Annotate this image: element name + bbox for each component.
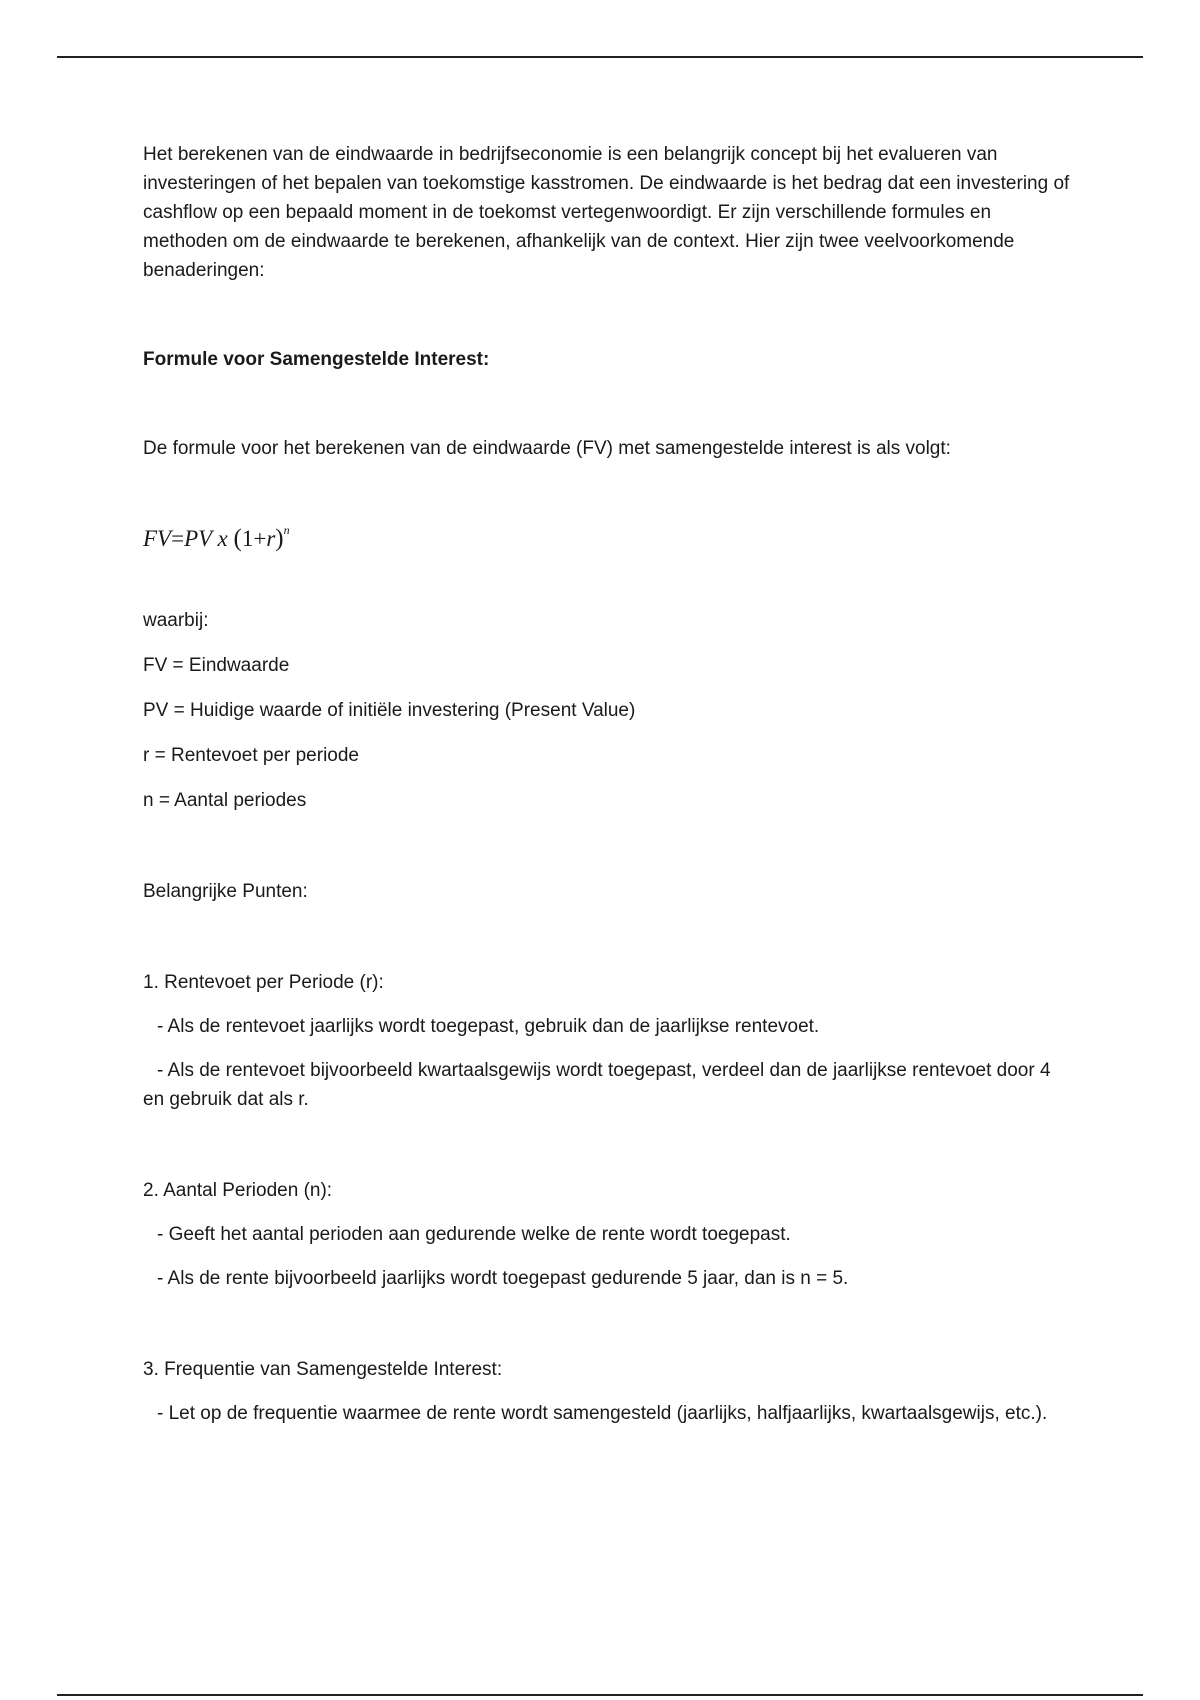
future-value-formula — [143, 515, 1073, 554]
section-3-title: 3. Frequentie van Samengestelde Interest: — [143, 1359, 503, 1380]
section-2-bullet-2 — [143, 1264, 1073, 1293]
formula-lead-text: De formule voor het berekenen van de eindwaarde (FV) met samengestelde interest is als volgt: — [143, 438, 951, 459]
document-body — [143, 140, 1073, 1428]
section-2-title: 2. Aantal Perioden (n): — [143, 1180, 333, 1201]
formula-r: r — [266, 526, 276, 551]
formula-fv: FV — [143, 526, 172, 551]
intro-paragraph: Het berekenen van de eindwaarde in bedrijfseconomie is een belangrijk concept bij het evalueren van investeringen of het bepalen van toekomstige kasstromen. De eindwaarde is het bedrag dat een investering of cashflow op een bepaald moment in de toekomst vertegenwoordigt. Er zijn verschillende formules en methoden om de eindwaarde te berekenen, afhankelijk van de context. Hier zijn twee veelvoorkomende benaderingen: — [143, 144, 1070, 281]
bullet-text: - Als de rentevoet bijvoorbeeld kwartaalsgewijs wordt toegepast, verdeel dan de jaarlijkse rentevoet door 4 en gebruik dat als r. — [143, 1060, 1051, 1110]
definition-r: r = Rentevoet per periode — [143, 745, 359, 766]
top-rule — [57, 56, 1143, 58]
key-points-title: Belangrijke Punten: — [143, 881, 308, 902]
section-1-bullet-2 — [143, 1056, 1073, 1114]
formula-close-paren: ) — [275, 525, 284, 552]
section-1-bullet-1 — [143, 1012, 1073, 1041]
section-1-title: 1. Rentevoet per Periode (r): — [143, 972, 384, 993]
where-label: waarbij: — [143, 610, 209, 631]
formula-one: 1 — [241, 526, 254, 551]
section-heading: Formule voor Samengestelde Interest: — [143, 349, 490, 370]
definition-n: n = Aantal periodes — [143, 790, 307, 811]
bullet-text: - Als de rente bijvoorbeeld jaarlijks wordt toegepast gedurende 5 jaar, dan is n = 5. — [157, 1268, 849, 1289]
section-3-bullet-1 — [143, 1399, 1073, 1428]
bullet-text: - Als de rentevoet jaarlijks wordt toegepast, gebruik dan de jaarlijkse rentevoet. — [157, 1016, 820, 1037]
formula-exponent: n — [283, 523, 290, 537]
formula-equals: = — [171, 526, 185, 551]
bullet-text: - Let op de frequentie waarmee de rente wordt samengesteld (jaarlijks, halfjaarlijks, kwartaalsgewijs, etc.). — [157, 1403, 1048, 1424]
formula-pv: PV — [184, 526, 212, 551]
formula-times: x — [217, 526, 228, 551]
bottom-rule — [57, 1694, 1143, 1696]
definition-pv: PV = Huidige waarde of initiële investering (Present Value) — [143, 700, 636, 721]
section-2-bullet-1 — [143, 1220, 1073, 1249]
formula-open-paren: ( — [233, 525, 242, 552]
bullet-text: - Geeft het aantal perioden aan gedurende welke de rente wordt toegepast. — [157, 1224, 791, 1245]
formula-plus: + — [253, 526, 267, 551]
definition-fv: FV = Eindwaarde — [143, 655, 290, 676]
